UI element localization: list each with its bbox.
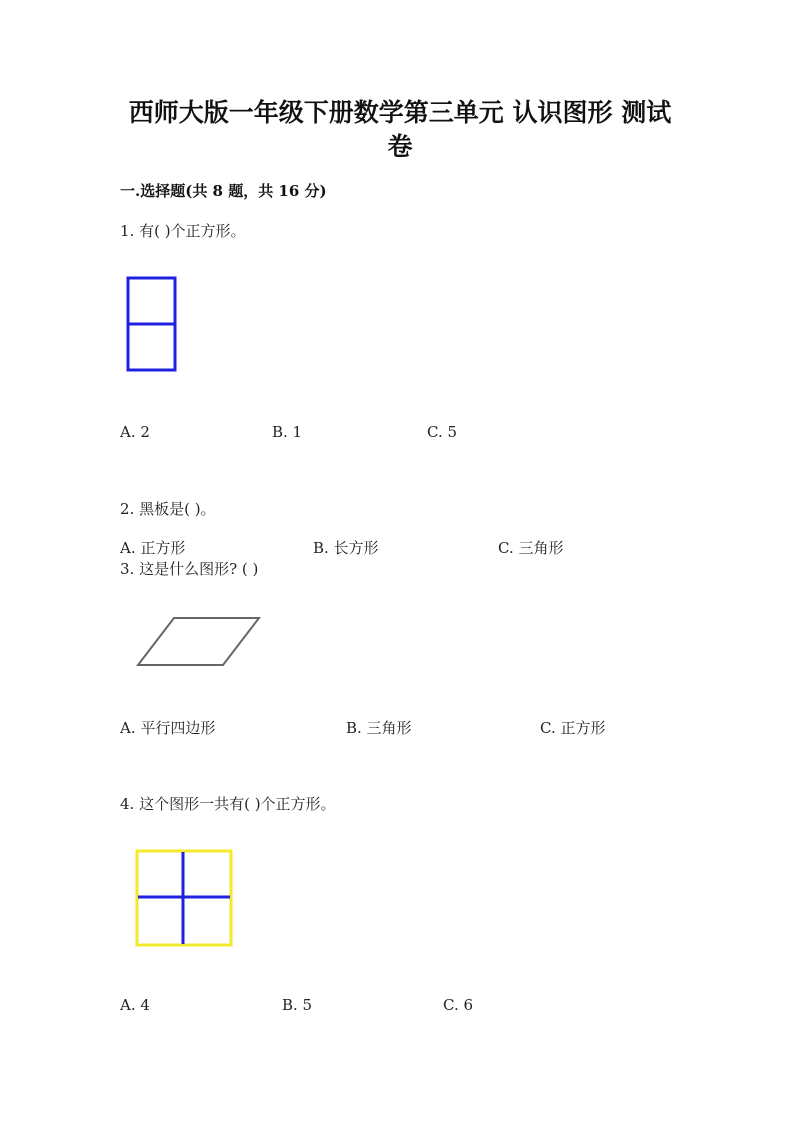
q3-parallelogram: [138, 618, 259, 665]
question-1-option-c[interactable]: C. 5: [427, 423, 458, 441]
title-line-2: 卷: [387, 132, 413, 161]
question-4-option-c[interactable]: C. 6: [443, 996, 474, 1014]
question-3-text: 3. 这是什么图形? ( ): [120, 560, 259, 578]
question-4-option-a[interactable]: A. 4: [120, 996, 150, 1014]
question-4-text: 4. 这个图形一共有( )个正方形。: [120, 795, 336, 813]
question-3-option-b[interactable]: B. 三角形: [346, 719, 412, 737]
question-4-figure: [135, 849, 233, 947]
title-line-1: 西师大版一年级下册数学第三单元 认识图形 测试: [128, 98, 672, 127]
question-3-option-c[interactable]: C. 正方形: [540, 719, 606, 737]
section-heading: 一.选择题(共 8 题，共 16 分): [120, 182, 327, 200]
page-title: [120, 96, 680, 164]
question-3-option-a[interactable]: A. 平行四边形: [120, 719, 216, 737]
question-2-option-b[interactable]: B. 长方形: [313, 539, 379, 557]
question-3-figure: [136, 616, 262, 668]
question-4-option-b[interactable]: B. 5: [282, 996, 313, 1014]
question-1-figure: [126, 276, 178, 372]
question-1-text: 1. 有( )个正方形。: [120, 222, 246, 240]
question-1-option-b[interactable]: B. 1: [272, 423, 303, 441]
question-2-option-a[interactable]: A. 正方形: [120, 539, 186, 557]
question-1-option-a[interactable]: A. 2: [120, 423, 150, 441]
question-2-text: 2. 黑板是( )。: [120, 500, 216, 518]
question-2-option-c[interactable]: C. 三角形: [498, 539, 564, 557]
